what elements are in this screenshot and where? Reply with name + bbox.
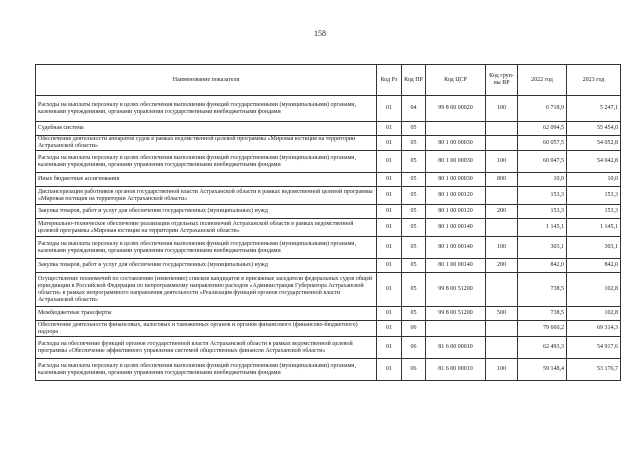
cell-2022: 153,3	[518, 187, 567, 205]
cell-csr: 99 8 00 00020	[426, 96, 486, 122]
table-header-row	[36, 65, 621, 96]
table-row	[36, 219, 621, 237]
cell-vr	[486, 122, 518, 136]
cell-2023: 153,3	[567, 205, 621, 219]
header-vr: Код груп-пы ВР	[486, 65, 518, 96]
cell-2023: 153,3	[567, 187, 621, 205]
cell-pr: 05	[402, 136, 426, 151]
cell-rz: 01	[377, 259, 402, 273]
cell-2023: 54 052,8	[567, 136, 621, 151]
cell-name: Закупка товаров, работ и услуг для обеспечения государственных (муниципальных) нужд	[36, 259, 377, 273]
cell-rz: 01	[377, 187, 402, 205]
cell-csr: 80 1 00 00120	[426, 187, 486, 205]
cell-rz: 01	[377, 205, 402, 219]
cell-2023: 54 917,6	[567, 337, 621, 359]
cell-2023: 53 176,7	[567, 359, 621, 381]
cell-pr: 05	[402, 205, 426, 219]
cell-vr: 800	[486, 173, 518, 187]
cell-2022: 62 094,5	[518, 122, 567, 136]
cell-rz: 01	[377, 173, 402, 187]
cell-rz: 01	[377, 359, 402, 381]
cell-csr: 80 1 00 00140	[426, 237, 486, 259]
cell-rz: 01	[377, 337, 402, 359]
cell-pr: 06	[402, 359, 426, 381]
cell-name: Закупка товаров, работ и услуг для обеспечения государственных (муниципальных) нужд	[36, 205, 377, 219]
table-row	[36, 237, 621, 259]
cell-2023: 69 314,3	[567, 321, 621, 337]
table-row	[36, 122, 621, 136]
cell-pr: 06	[402, 337, 426, 359]
cell-vr: 200	[486, 205, 518, 219]
cell-csr: 81 6 00 00010	[426, 359, 486, 381]
cell-pr: 05	[402, 259, 426, 273]
cell-csr	[426, 122, 486, 136]
cell-2023: 102,8	[567, 273, 621, 307]
table-row	[36, 273, 621, 307]
cell-2022: 60 047,5	[518, 151, 567, 173]
cell-2022: 10,0	[518, 173, 567, 187]
cell-vr: 100	[486, 359, 518, 381]
cell-pr: 04	[402, 96, 426, 122]
cell-2023: 5 247,1	[567, 96, 621, 122]
cell-2022: 62 493,3	[518, 337, 567, 359]
cell-name: Расходы на обеспечение функций органов государственной власти Астраханской области в рамках ведомственной целевой программы «Обеспечение эффективного управления системой общественных финансов Астраханской области»	[36, 337, 377, 359]
cell-2022: 303,1	[518, 237, 567, 259]
cell-2022: 60 057,5	[518, 136, 567, 151]
cell-rz: 01	[377, 219, 402, 237]
table-row	[36, 151, 621, 173]
cell-rz: 01	[377, 307, 402, 321]
cell-name: Расходы на выплаты персоналу в целях обеспечения выполнения функций государственными (муниципальными) органами, казенными учреждениями, органами управления государственными внебюджетными фондами	[36, 237, 377, 259]
cell-csr: 80 1 00 00030	[426, 173, 486, 187]
cell-2023: 1 145,1	[567, 219, 621, 237]
cell-2023: 842,0	[567, 259, 621, 273]
header-csr: Код ЦСР	[426, 65, 486, 96]
cell-name: Осуществление полномочий по составлению (изменению) списков кандидатов в присяжные заседатели федеральных судов общей юрисдикции в Российской Федерации по непрограммному направлению расходов «Администрация Губернатора Астраханской области» в рамках непрограммного направления деятельности «Реализация функций органов государственной власти Астраханской области»	[36, 273, 377, 307]
cell-csr: 81 6 00 00010	[426, 337, 486, 359]
header-2023: 2023 год	[567, 65, 621, 96]
cell-2022: 738,5	[518, 307, 567, 321]
cell-name: Судебная система	[36, 122, 377, 136]
cell-csr: 99 8 00 51200	[426, 307, 486, 321]
cell-rz: 01	[377, 122, 402, 136]
table-row	[36, 173, 621, 187]
budget-table	[35, 64, 621, 381]
cell-2022: 842,0	[518, 259, 567, 273]
cell-pr: 05	[402, 187, 426, 205]
table-row	[36, 337, 621, 359]
cell-csr: 80 1 00 00030	[426, 151, 486, 173]
cell-vr: 100	[486, 151, 518, 173]
cell-name: Обеспечение деятельности аппаратов судов в рамках ведомственной целевой программы «Мировая юстиция на территории Астраханской области»	[36, 136, 377, 151]
cell-pr: 05	[402, 237, 426, 259]
cell-vr	[486, 321, 518, 337]
cell-vr	[486, 136, 518, 151]
cell-name: Иные бюджетные ассигнования	[36, 173, 377, 187]
cell-2022: 738,5	[518, 273, 567, 307]
cell-rz: 01	[377, 151, 402, 173]
table-row	[36, 96, 621, 122]
cell-2023: 303,1	[567, 237, 621, 259]
cell-2022: 1 145,1	[518, 219, 567, 237]
cell-2023: 54 042,8	[567, 151, 621, 173]
cell-name: Расходы на выплаты персоналу в целях обеспечения выполнения функций государственными (муниципальными) органами, казенными учреждениями, органами управления государственными внебюджетными фондами	[36, 96, 377, 122]
cell-csr	[426, 321, 486, 337]
cell-rz: 01	[377, 96, 402, 122]
cell-pr: 05	[402, 173, 426, 187]
cell-2022: 79 660,2	[518, 321, 567, 337]
cell-csr: 99 8 00 51200	[426, 273, 486, 307]
table-row	[36, 136, 621, 151]
table-row	[36, 307, 621, 321]
cell-vr	[486, 187, 518, 205]
table-row	[36, 321, 621, 337]
table-row	[36, 359, 621, 381]
cell-name: Межбюджетные трансферты	[36, 307, 377, 321]
table-row	[36, 187, 621, 205]
table-row	[36, 205, 621, 219]
cell-pr: 05	[402, 122, 426, 136]
cell-csr: 80 1 00 00140	[426, 259, 486, 273]
cell-name: Материально-техническое обеспечение реализации отдельных полномочий Астраханской области в рамках ведомственной целевой программы «Мировая юстиция на территории Астраханской области»	[36, 219, 377, 237]
header-name: Наименование показателя	[36, 65, 377, 96]
cell-2022: 59 148,4	[518, 359, 567, 381]
cell-vr	[486, 337, 518, 359]
page-number: 158	[314, 29, 326, 38]
cell-name: Расходы на выплаты персоналу в целях обеспечения выполнения функций государственными (муниципальными) органами, казенными учреждениями, органами управления государственными внебюджетными фондами	[36, 359, 377, 381]
cell-rz: 01	[377, 321, 402, 337]
cell-pr: 05	[402, 151, 426, 173]
cell-csr: 80 1 00 00140	[426, 219, 486, 237]
cell-pr: 06	[402, 321, 426, 337]
cell-2022: 6 718,9	[518, 96, 567, 122]
cell-2023: 55 454,0	[567, 122, 621, 136]
cell-csr: 80 1 00 00120	[426, 205, 486, 219]
cell-vr: 100	[486, 96, 518, 122]
cell-pr: 05	[402, 273, 426, 307]
cell-rz: 01	[377, 136, 402, 151]
cell-rz: 01	[377, 237, 402, 259]
cell-pr: 05	[402, 219, 426, 237]
cell-name: Диспансеризация работников органов государственной власти Астраханской области в рамках ведомственной целевой программы «Мировая юстиция на территории Астраханской области»	[36, 187, 377, 205]
cell-vr	[486, 273, 518, 307]
cell-vr: 100	[486, 237, 518, 259]
table-row	[36, 259, 621, 273]
header-rz: Код Рз	[377, 65, 402, 96]
cell-vr: 500	[486, 307, 518, 321]
header-2022: 2022 год	[518, 65, 567, 96]
cell-name: Расходы на выплаты персоналу в целях обеспечения выполнения функций государственными (муниципальными) органами, казенными учреждениями, органами управления государственными внебюджетными фондами	[36, 151, 377, 173]
cell-name: Обеспечение деятельности финансовых, налоговых и таможенных органов и органов финансового (финансово-бюджетного) надзора	[36, 321, 377, 337]
cell-2023: 102,8	[567, 307, 621, 321]
cell-rz: 01	[377, 273, 402, 307]
header-pr: Код ПР	[402, 65, 426, 96]
cell-2023: 10,0	[567, 173, 621, 187]
cell-csr: 80 1 00 00030	[426, 136, 486, 151]
cell-pr: 05	[402, 307, 426, 321]
cell-vr	[486, 219, 518, 237]
cell-2022: 153,3	[518, 205, 567, 219]
cell-vr: 200	[486, 259, 518, 273]
